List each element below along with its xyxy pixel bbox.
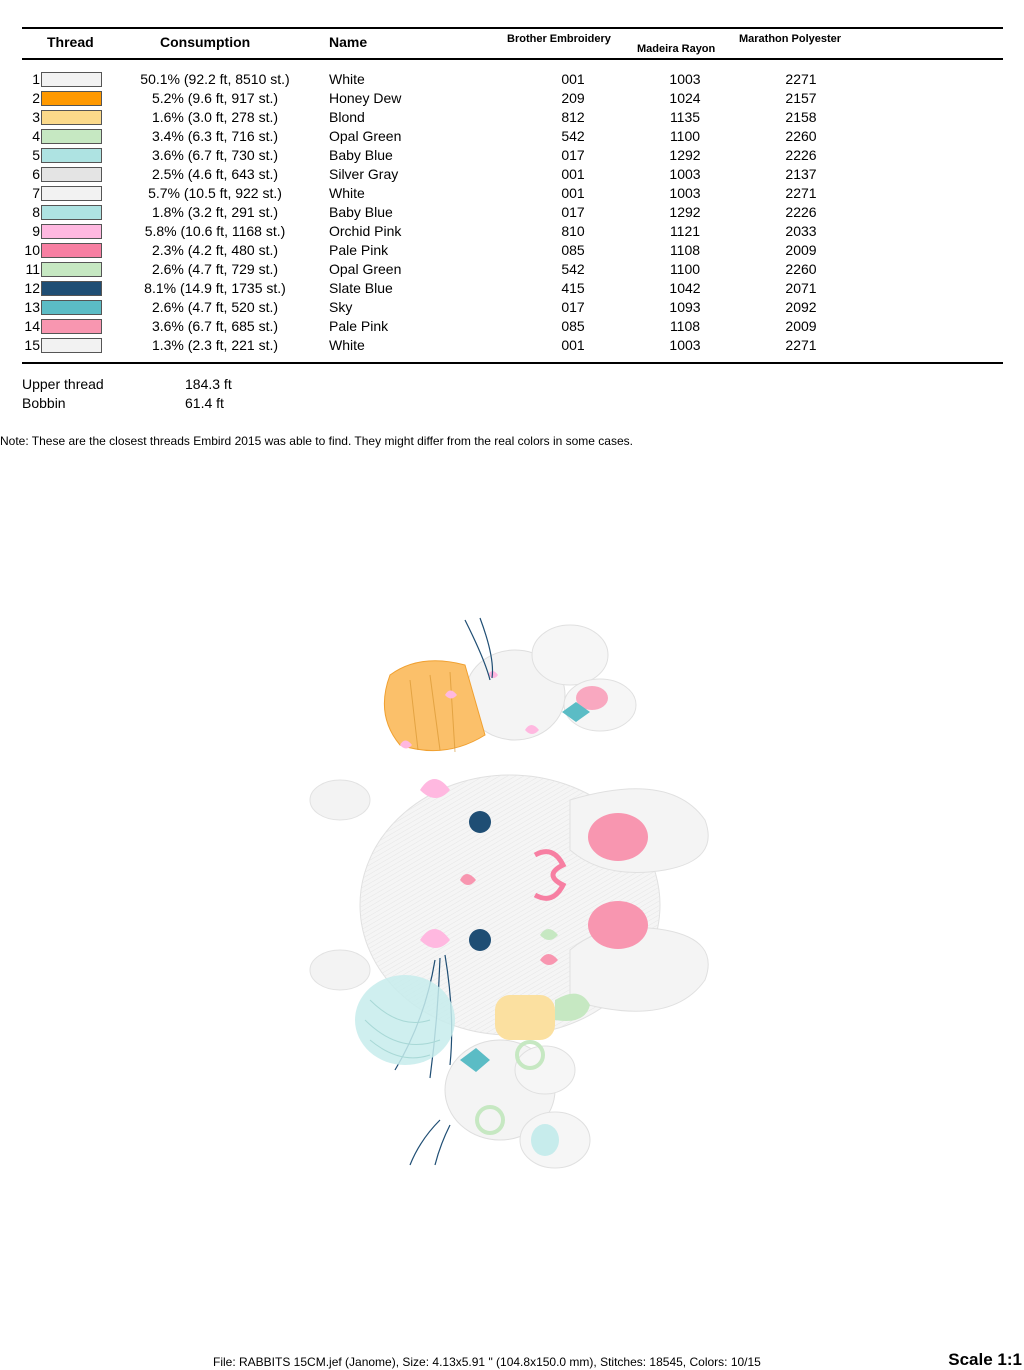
- table-row: [0, 146, 1024, 165]
- thread-consumption: 2.3% (4.2 ft, 480 st.): [151, 242, 279, 258]
- thread-madeira-code: 1003: [669, 166, 701, 182]
- thread-color-swatch: [41, 224, 102, 239]
- thread-number: 13: [24, 299, 40, 315]
- thread-brother-code: 085: [561, 318, 585, 334]
- thread-consumption: 5.2% (9.6 ft, 917 st.): [151, 90, 279, 106]
- thread-number: 15: [24, 337, 40, 353]
- thread-color-swatch: [41, 319, 102, 334]
- thread-marathon-code: 2137: [785, 166, 817, 182]
- thread-consumption: 5.8% (10.6 ft, 1168 st.): [144, 223, 286, 239]
- thread-brother-code: 812: [561, 109, 585, 125]
- thread-number: 7: [32, 185, 40, 201]
- thread-color-swatch: [41, 262, 102, 277]
- thread-marathon-code: 2033: [785, 223, 817, 239]
- thread-brother-code: 415: [561, 280, 585, 296]
- table-row: [0, 298, 1024, 317]
- thread-marathon-code: 2092: [785, 299, 817, 315]
- thread-name: White: [329, 71, 365, 87]
- header-brother: Brother Embroidery: [507, 33, 611, 45]
- thread-number: 9: [32, 223, 40, 239]
- thread-color-swatch: [41, 91, 102, 106]
- table-row: [0, 127, 1024, 146]
- thread-consumption: 2.6% (4.7 ft, 520 st.): [151, 299, 279, 315]
- table-row: [0, 165, 1024, 184]
- upper-thread-label: Upper thread: [22, 376, 104, 392]
- thread-number: 4: [32, 128, 40, 144]
- thread-name: Pale Pink: [329, 318, 389, 334]
- thread-marathon-code: 2009: [785, 318, 817, 334]
- thread-color-swatch: [41, 338, 102, 353]
- thread-color-swatch: [41, 110, 102, 125]
- header-name: Name: [329, 34, 368, 50]
- thread-number: 5: [32, 147, 40, 163]
- thread-name: White: [329, 185, 365, 201]
- bobbin-value: 61.4 ft: [185, 395, 224, 411]
- thread-madeira-code: 1292: [669, 147, 701, 163]
- thread-consumption: 3.4% (6.3 ft, 716 st.): [151, 128, 279, 144]
- thread-madeira-code: 1108: [669, 242, 701, 258]
- thread-marathon-code: 2158: [785, 109, 817, 125]
- thread-name: Orchid Pink: [329, 223, 402, 239]
- thread-color-swatch: [41, 300, 102, 315]
- thread-number: 12: [24, 280, 40, 296]
- table-row: [0, 336, 1024, 355]
- thread-name: Sky: [329, 299, 353, 315]
- thread-brother-code: 542: [561, 261, 585, 277]
- thread-color-swatch: [41, 72, 102, 87]
- thread-brother-code: 017: [561, 147, 585, 163]
- table-row: [0, 70, 1024, 89]
- thread-brother-code: 810: [561, 223, 585, 239]
- thread-name: Silver Gray: [329, 166, 399, 182]
- thread-marathon-code: 2071: [785, 280, 817, 296]
- thread-madeira-code: 1093: [669, 299, 701, 315]
- table-bottom-rule: [22, 362, 1003, 364]
- thread-consumption: 3.6% (6.7 ft, 685 st.): [151, 318, 279, 334]
- thread-marathon-code: 2260: [785, 261, 817, 277]
- top-bunny: [465, 618, 636, 740]
- thread-consumption: 8.1% (14.9 ft, 1735 st.): [144, 280, 286, 296]
- thread-madeira-code: 1042: [669, 280, 701, 296]
- thread-name: Baby Blue: [329, 204, 393, 220]
- table-row: [0, 203, 1024, 222]
- thread-name: Pale Pink: [329, 242, 389, 258]
- thread-color-swatch: [41, 186, 102, 201]
- thread-madeira-code: 1003: [669, 337, 701, 353]
- thread-note: Note: These are the closest threads Embird 2015 was able to find. They might differ from the real colors in some cases.: [0, 434, 633, 448]
- thread-madeira-code: 1003: [669, 71, 701, 87]
- thread-brother-code: 001: [561, 337, 585, 353]
- thread-madeira-code: 1024: [669, 90, 701, 106]
- thread-name: Opal Green: [329, 128, 402, 144]
- thread-color-swatch: [41, 243, 102, 258]
- thread-brother-code: 209: [561, 90, 585, 106]
- table-top-rule: [22, 27, 1003, 29]
- thread-brother-code: 001: [561, 71, 585, 87]
- thread-madeira-code: 1292: [669, 204, 701, 220]
- thread-name: Honey Dew: [329, 90, 402, 106]
- thread-consumption: 1.6% (3.0 ft, 278 st.): [151, 109, 279, 125]
- table-header-rule: [22, 58, 1003, 60]
- header-marathon: Marathon Polyester: [739, 33, 842, 45]
- thread-name: Opal Green: [329, 261, 402, 277]
- thread-name: White: [329, 337, 365, 353]
- thread-consumption: 50.1% (92.2 ft, 8510 st.): [140, 71, 290, 87]
- thread-color-swatch: [41, 167, 102, 182]
- table-row: [0, 317, 1024, 336]
- thread-number: 3: [32, 109, 40, 125]
- thread-number: 8: [32, 204, 40, 220]
- table-row: [0, 260, 1024, 279]
- thread-madeira-code: 1100: [669, 261, 701, 277]
- header-madeira: Madeira Rayon: [637, 43, 716, 55]
- thread-number: 11: [25, 261, 40, 277]
- thread-brother-code: 017: [561, 204, 585, 220]
- thread-consumption: 3.6% (6.7 ft, 730 st.): [151, 147, 279, 163]
- thread-name: Blond: [329, 109, 365, 125]
- table-row: [0, 279, 1024, 298]
- header-thread: Thread: [47, 34, 94, 50]
- thread-madeira-code: 1100: [669, 128, 701, 144]
- thread-marathon-code: 2157: [785, 90, 817, 106]
- thread-madeira-code: 1135: [669, 109, 701, 125]
- thread-name: Baby Blue: [329, 147, 393, 163]
- thread-consumption: 2.6% (4.7 ft, 729 st.): [151, 261, 279, 277]
- thread-consumption: 5.7% (10.5 ft, 922 st.): [148, 185, 282, 201]
- thread-name: Slate Blue: [329, 280, 393, 296]
- thread-marathon-code: 2271: [785, 71, 817, 87]
- table-row: [0, 89, 1024, 108]
- upper-thread-value: 184.3 ft: [185, 376, 232, 392]
- thread-madeira-code: 1003: [669, 185, 701, 201]
- thread-number: 14: [24, 318, 40, 334]
- thread-color-swatch: [41, 281, 102, 296]
- thread-number: 6: [32, 166, 40, 182]
- thread-brother-code: 001: [561, 166, 585, 182]
- thread-number: 2: [32, 90, 40, 106]
- bottom-bunny: [410, 1040, 590, 1168]
- thread-number: 1: [32, 71, 40, 87]
- thread-marathon-code: 2260: [785, 128, 817, 144]
- thread-brother-code: 017: [561, 299, 585, 315]
- thread-marathon-code: 2226: [785, 147, 817, 163]
- thread-consumption: 1.8% (3.2 ft, 291 st.): [151, 204, 279, 220]
- embroidery-design-preview: [300, 600, 730, 1200]
- thread-marathon-code: 2271: [785, 337, 817, 353]
- thread-marathon-code: 2226: [785, 204, 817, 220]
- table-row: [0, 241, 1024, 260]
- thread-madeira-code: 1108: [669, 318, 701, 334]
- thread-consumption: 1.3% (2.3 ft, 221 st.): [151, 337, 279, 353]
- thread-marathon-code: 2009: [785, 242, 817, 258]
- file-info-footer: File: RABBITS 15CM.jef (Janome), Size: 4.13x5.91 " (104.8x150.0 mm), Stitches: 18545, Colors: 10/15: [213, 1355, 761, 1369]
- thread-color-swatch: [41, 148, 102, 163]
- thread-color-swatch: [41, 205, 102, 220]
- thread-brother-code: 001: [561, 185, 585, 201]
- bobbin-label: Bobbin: [22, 395, 66, 411]
- table-row: [0, 222, 1024, 241]
- table-row: [0, 108, 1024, 127]
- thread-consumption: 2.5% (4.6 ft, 643 st.): [151, 166, 279, 182]
- thread-madeira-code: 1121: [669, 223, 701, 239]
- thread-marathon-code: 2271: [785, 185, 817, 201]
- thread-brother-code: 542: [561, 128, 585, 144]
- table-row: [0, 184, 1024, 203]
- thread-number: 10: [24, 242, 40, 258]
- thread-color-swatch: [41, 129, 102, 144]
- scale-label: Scale 1:1: [948, 1350, 1022, 1369]
- header-consumption: Consumption: [160, 34, 251, 50]
- thread-brother-code: 085: [561, 242, 585, 258]
